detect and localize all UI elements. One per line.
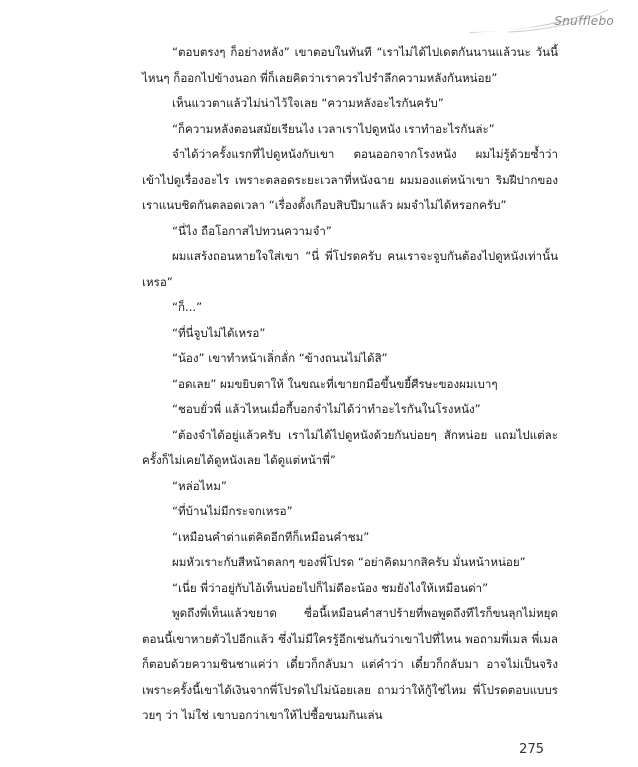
- paragraph: “ที่บ้านไม่มีกระจกเหรอ”: [172, 504, 293, 518]
- paragraph: จำได้ว่าครั้งแรกที่ไปดูหนังกับเขา ตอนออกจากโรงหนัง ผมไม่รู้ด้วยซ้ำว่าเข้าไปดูเรื่องอะไร เพราะตลอดระยะเวลาที่หนังฉาย ผมมองแต่หน้าเขา ริมฝีปากของเราแนบชิดกันตลอดเวลา “เรื่องตั้งเกือบสิบปีมาแล้ว ผมจำไม่ได้หรอกครับ”: [142, 147, 558, 212]
- paragraph: พูดถึงพี่เท็นแล้วขยาด ซื่อนี้เหมือนคำสาปร้ายที่พอพูดถึงทีไรก็ขนลุกไม่หยุด ตอนนี้เขาหายตัวไปอีกแล้ว ซึ่งไม่มีใครรู้อีกเช่นกันว่าเขาไปที่ไหน พอถามพี่เมล พี่เมลก็ตอบด้วยความชินชาแค่ว่า เดี๋ยวก็กลับมา แต่คำว่า เดี๋ยวก็กลับมา อาจไม่เป็นจริง เพราะครั้งนี้เขาได้เงินจากพี่โปรดไปไม่น้อยเลย ถามว่าให้กู้ใช่ไหม พี่โปรดตอบแบบรวยๆ ว่า ไม่ใช่ เขาบอกว่าเขาให้ไปซื้อขนมกินเล่น: [142, 606, 558, 722]
- page-body: [142, 40, 558, 729]
- header-brand: [468, 8, 618, 36]
- paragraph: “หล่อไหม”: [172, 478, 227, 493]
- paragraph: “ตอบตรงๆ ก็อย่างหลัง” เขาตอบในทันที “เราไม่ได้ไปเดตกันนานแล้วนะ วันนี้ไหนๆ ก็ออกไปข้างนอก พี่ก็เลยคิดว่าเราควรไปรำลึกความหลังกันหน่อย”: [142, 45, 558, 85]
- paragraph: ผมหัวเราะกับสีหน้าตลกๆ ของพี่โปรด “อย่าคิดมากสิครับ มั่นหน้าหน่อย”: [172, 555, 526, 569]
- paragraph: “นี่ไง ถือโอกาสไปทวนความจำ”: [172, 223, 332, 238]
- paragraph: “เนี่ย พี่ว่าอยู่กับไอ้เท็นบ่อยไปก็ไม่ดีอะน้อง ชมยังไงให้เหมือนด่า”: [172, 580, 489, 595]
- paragraph: “ก็ความหลังตอนสมัยเรียนไง เวลาเราไปดูหนัง เราทำอะไรกันล่ะ”: [172, 121, 495, 136]
- paragraph: “ที่นี่จูบไม่ได้เหรอ”: [172, 325, 266, 340]
- paragraph: “ชอบยั่วพี่ แล้วไหนเมื่อกี้บอกจำไม่ได้ว่าทำอะไรกันในโรงหนัง”: [172, 402, 481, 416]
- paragraph: “เหมือนคำด่าแต่คิดอีกทีก็เหมือนคำชม”: [172, 529, 370, 544]
- paragraph: “ก็...”: [172, 300, 203, 314]
- page-number: 275: [519, 742, 544, 757]
- paragraph: ผมแสร้งถอนหายใจใส่เขา “นี่ พี่โปรดครับ คนเราจะจูบกันต้องไปดูหนังเท่านั้นเหรอ”: [142, 249, 558, 289]
- paragraph: “น้อง” เขาทำหน้าเลิ่กลั่ก “ข้างถนนไม่ได้สิ”: [172, 351, 388, 365]
- paragraph: “อดเลย” ผมขยิบตาให้ ในขณะที่เขายกมือขึ้นขยี้ศีรษะของผมเบาๆ: [172, 376, 498, 391]
- paragraph: “ต้องจำได้อยู่แล้วครับ เราไม่ได้ไปดูหนังด้วยกันบ่อยๆ สักหน่อย แถมไปแต่ละครั้งก็ไม่เคยได้ดูหนังเลย ได้ดูแต่หน้าพี่”: [142, 427, 558, 467]
- paragraph: เห็นแววตาแล้วไม่น่าไว้ใจเลย “ความหลังอะไรกันครับ”: [172, 96, 444, 110]
- brand-name: Snufflebo: [554, 14, 614, 28]
